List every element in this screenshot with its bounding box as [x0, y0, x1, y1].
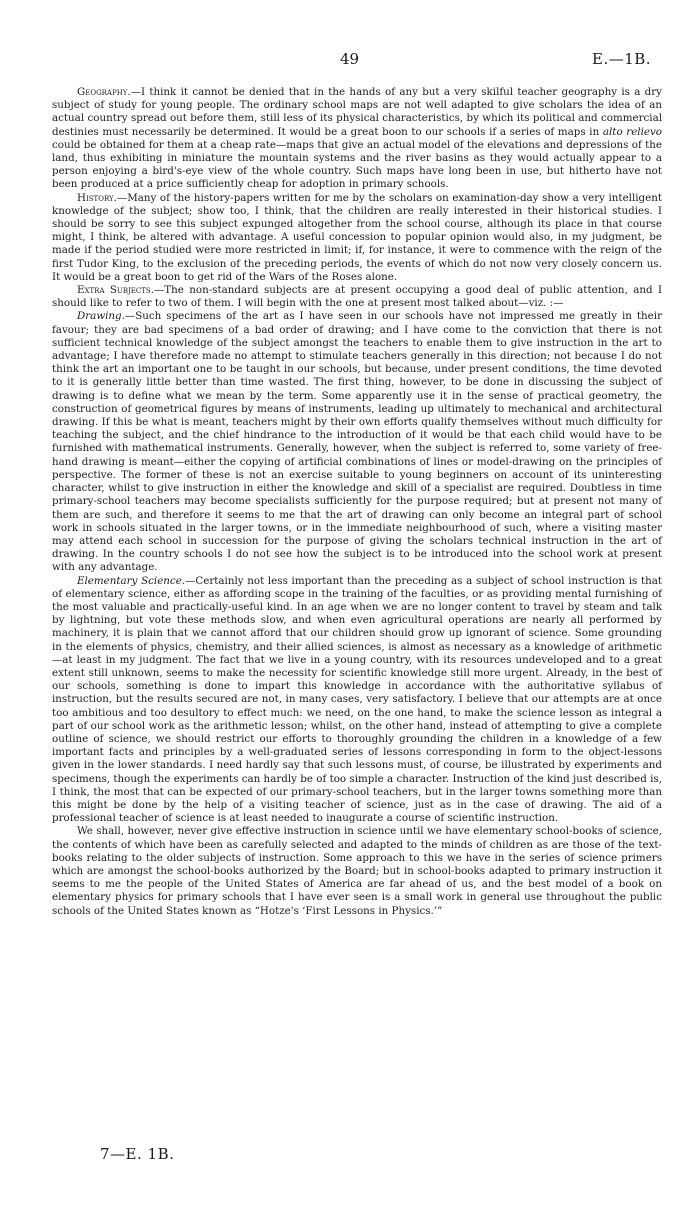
document-reference: E.—1B. — [592, 50, 652, 68]
paragraph-science-books — [52, 825, 662, 917]
section-heading-history: History. — [77, 191, 117, 204]
paragraph-text: —Certainly not less important than the preceding as a subject of school instruction is that of elementary science, either as affording scope in the training of the faculties, or as providing mental furnishing of the most valuable and practically-useful kind. In an age when we are no longer content to travel by steam and talk by lightning, but vote these methods slow, and when even agricultural operations are nearly all performed by machinery, it is plain that we cannot afford that our children should grow up ignorant of science. Some grounding in the elements of physics, chemistry, and their allied sciences, is almost as necessary as a knowledge of arithmetic—at least in my judgment. The fact that we live in a young country, with its resources undeveloped and to a great extent still unknown, seems to make the necessity for scientific knowledge still more urgent. Already, in the best of our schools, something is done to impart this knowledge in accordance with the authoritative syllabus of instruction, but the results secured are not, in many cases, very satisfactory. I believe that our attempts are at once too ambitious and too desultory to effect much: we need, on the one hand, to make the science lesson as integral a part of our school work as the arithmetic lesson; whilst, on the other hand, instead of attempting to give a complete outline of science, we should restrict our efforts to thoroughly grounding the children in a knowledge of a few important facts and principles by a well-graduated series of lessons corresponding in form to the object-lessons given in the lower standards. I need hardly say that such lessons must, of course, be illustrated by experiments and specimens, though the experiments can hardly be of too simple a character. Instruction of the kind just described is, I think, the most that can be expected of our primary-school teachers, but in the larger towns something more than this might be done by the help of a visiting teacher of science, just as in the case of drawing. The aid of a professional teacher of science is at least needed to inaugurate a course of scientific instruction. — [52, 574, 662, 825]
paragraph-geography — [52, 86, 662, 192]
page-header — [0, 40, 700, 70]
paragraph-text: We shall, however, never give effective instruction in science until we have elementary school-books of science, the contents of which have been as carefully selected and adapted to the minds of children as are those of the text-books relating to the older subjects of instruction. Some approach to this we have in the series of science primers which are amongst the school-books authorized by the Board; but in school-books adapted to primary instruction it seems to me the people of the United States of America are far ahead of us, and the best model of a book on elementary physics for primary schools that I have ever seen is a small work in general use throughout the public schools of the United States known as “Hotze's ‘First Lessons in Physics.’” — [52, 825, 662, 917]
paragraph-text: —I think it cannot be denied that in the hands of any but a very skilful teacher geography is a dry subject of study for young people. The ordinary school maps are not well adapted to give scholars the idea of an actual country spread out before them, still less of its physical characteristics, by which its political and commercial destinies must necessarily be determined. It would be a great boon to our schools if a series of maps in — [52, 86, 662, 138]
paragraph-extra-subjects — [52, 284, 662, 310]
page-number: 49 — [340, 50, 360, 68]
italic-term: alto relievo — [602, 125, 662, 138]
paragraph-drawing — [52, 310, 662, 574]
section-heading-extra-subjects: Extra Subjects. — [77, 284, 154, 297]
section-heading-elementary-science: Elementary Science. — [77, 574, 186, 587]
paragraph-elementary-science — [52, 575, 662, 826]
section-heading-geography: Geography. — [77, 86, 131, 98]
paragraph-text: —Many of the history-papers written for me by the scholars on examination-day show a very intelligent knowledge of the subject; show too, I think, that the children are really interested in their historical studies. I should be sorry to see this subject expunged altogether from the school course, although its place in that course might, I think, be altered with advantage. A useful concession to popular opinion would also, in my judgment, be made if the period studied were more restricted in limit; if, for instance, it were to commence with the reign of the first Tudor King, to the exclusion of the preceding periods, the events of which do not now very closely concern us. It would be a great boon to get rid of the Wars of the Roses alone. — [52, 191, 662, 283]
paragraph-text: —The non-standard subjects are at present occupying a good deal of public attention, and I should like to refer to two of them. I will begin with the one at present most talked about—viz. :— — [52, 284, 663, 310]
paragraph-history — [52, 192, 662, 284]
document-body — [52, 86, 662, 918]
paragraph-text: could be obtained for them at a cheap rate—maps that give an actual model of the elevations and depressions of the land, thus exhibiting in miniature the mountain systems and the river basins as they would actually appear to a person enjoying a bird's-eye view of the whole country. Such maps have long been in use, but hitherto have not been produced at a price sufficiently cheap for adoption in primary schools. — [52, 138, 662, 191]
page-footer-signature: 7—E. 1B. — [100, 1145, 175, 1163]
section-heading-drawing: Drawing. — [77, 310, 125, 323]
paragraph-text: —Such specimens of the art as I have seen in our schools have not impressed me greatly in their favour; they are bad specimens of a bad order of drawing; and I have come to the conviction that there is not sufficient technical knowledge of the subject amongst the teachers to enable them to give instruction in the art to advantage; I have therefore made no attempt to stimulate teachers generally in this direction; not because I do not think the art an important one to be taught in our schools, but because, under present conditions, the time devoted to it is generally little better than time wasted. The first thing, however, to be done in discussing the subject of drawing is to define what we mean by the term. Some apparently use it in the sense of practical geometry, the construction of geometrical figures by means of instruments, leading up ultimately to mechanical and architectural drawing. If this be what is meant, teachers might by their own efforts qualify themselves without much difficulty for teaching the subject, and the chief hindrance to the introduction of it would be that each child would have to be furnished with mathematical instruments. Generally, however, when the subject is referred to, some variety of free-hand drawing is meant—either the copying of artificial combinations of lines or model-drawing on the principles of perspective. The former of these is not an exercise suitable to young beginners on account of its uninteresting character, whilst to give instruction in either the knowledge and skill of a specialist are required. Doubtless in time primary-school teachers may become specialists sufficiently for the purpose required; but at present not many of them are such, and therefore it seems to me that the art of drawing can only become an integral part of school work in schools situated in the larger towns, or in the immediate neighbourhood of such, where a visiting master may attend each school in succession for the purpose of giving the scholars technical instruction in the art of drawing. In the country schools I do not see how the subject is to be introduced into the school work at present with any advantage. — [52, 310, 662, 574]
